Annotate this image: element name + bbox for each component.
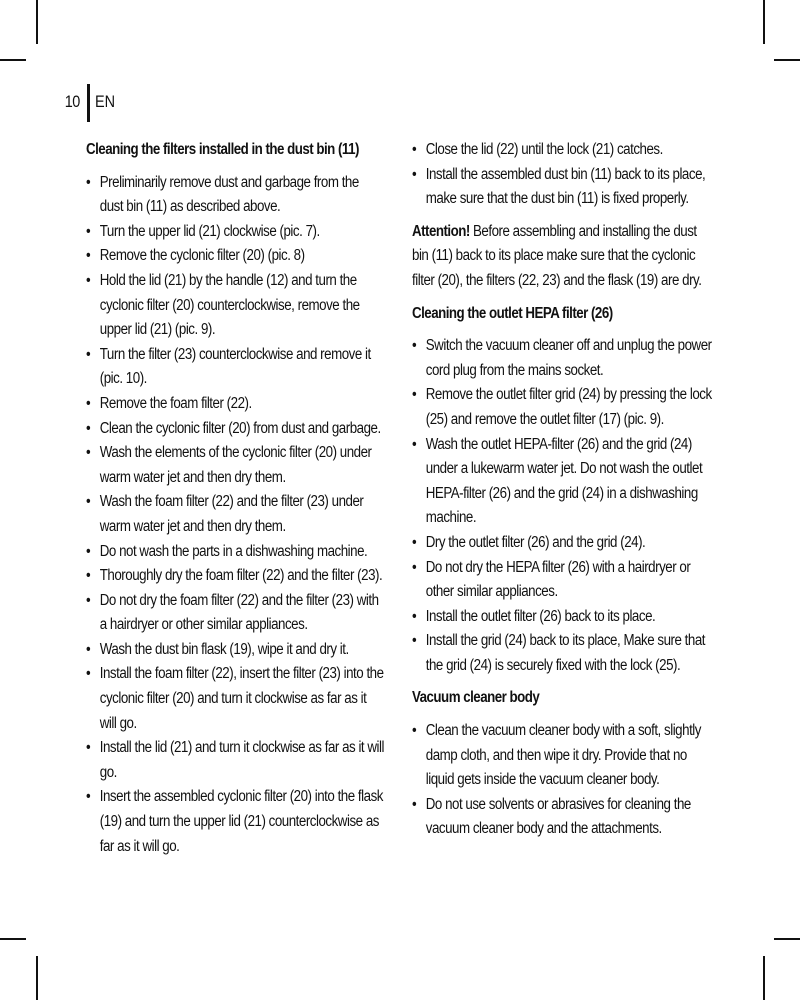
list-item: • Remove the cyclonic filter (20) (pic. 8) xyxy=(86,244,385,269)
list-item: • Wash the elements of the cyclonic filter (20) under warm water jet and then dry them. xyxy=(86,441,385,490)
page-header xyxy=(62,84,119,122)
list-item: • Install the assembled dust bin (11) back to its place, make sure that the dust bin (11) is fixed properly. xyxy=(412,163,715,212)
attention-label: Attention! xyxy=(412,222,470,240)
list-item: • Insert the assembled cyclonic filter (20) into the flask (19) and turn the upper lid (21) counterclockwise as far as it will go. xyxy=(86,785,385,859)
list-item: • Remove the foam filter (22). xyxy=(86,392,385,417)
section-heading-hepa-filter: Cleaning the outlet HEPA filter (26) xyxy=(412,304,613,322)
crop-mark-top-right-vertical xyxy=(763,0,765,44)
section-heading-dust-bin-filters: Cleaning the filters installed in the dust bin (11) xyxy=(86,141,359,158)
list-item: • Wash the dust bin flask (19), wipe it and dry it. xyxy=(86,638,385,663)
list-item: • Wash the foam filter (22) and the filter (23) under warm water jet and then dry them. xyxy=(86,490,385,539)
list-item: • Do not use solvents or abrasives for cleaning the vacuum cleaner body and the attachments. xyxy=(412,793,715,842)
list-item: • Switch the vacuum cleaner off and unplug the power cord plug from the mains socket. xyxy=(412,334,715,383)
list-item: • Close the lid (22) until the lock (21) catches. xyxy=(412,138,715,163)
attention-text: Before assembling and installing the dust bin (11) back to its place make sure that the cyclonic filter (20), the filters (22, 23) and the flask (19) are dry. xyxy=(412,222,702,289)
attention-note xyxy=(412,220,715,294)
page-number: 10 xyxy=(64,92,80,111)
list-item: • Wash the outlet HEPA-filter (26) and the grid (24) under a lukewarm water jet. Do not wash the outlet HEPA-filter (26) and the grid (24) in a dishwashing machine. xyxy=(412,433,715,531)
list-item: • Install the outlet filter (26) back to its place. xyxy=(412,605,715,630)
list-item: • Dry the outlet filter (26) and the grid (24). xyxy=(412,531,715,556)
dust-bin-install-steps xyxy=(412,138,715,212)
list-item: • Hold the lid (21) by the handle (12) and turn the cyclonic filter (20) counterclockwise, remove the upper lid (21) (pic. 9). xyxy=(86,269,385,343)
section-heading-vacuum-body: Vacuum cleaner body xyxy=(412,689,540,707)
header-divider xyxy=(87,84,90,122)
crop-mark-top-left-horizontal xyxy=(0,59,26,61)
list-item: • Do not wash the parts in a dishwashing machine. xyxy=(86,540,385,565)
crop-mark-bottom-left-horizontal xyxy=(0,938,26,940)
list-item: • Remove the outlet filter grid (24) by pressing the lock (25) and remove the outlet filter (17) (pic. 9). xyxy=(412,383,715,432)
list-item: • Turn the filter (23) counterclockwise and remove it (pic. 10). xyxy=(86,343,385,392)
list-item: • Install the grid (24) back to its place, Make sure that the grid (24) is securely fixed with the lock (25). xyxy=(412,629,715,678)
left-column xyxy=(86,138,386,867)
list-item: • Preliminarily remove dust and garbage from the dust bin (11) as described above. xyxy=(86,171,385,220)
crop-mark-top-right-horizontal xyxy=(774,59,800,61)
list-item: • Clean the cyclonic filter (20) from dust and garbage. xyxy=(86,417,385,442)
list-item: • Thoroughly dry the foam filter (22) and the filter (23). xyxy=(86,564,385,589)
list-item: • Turn the upper lid (21) clockwise (pic. 7). xyxy=(86,220,385,245)
crop-mark-bottom-right-horizontal xyxy=(774,938,800,940)
right-column xyxy=(412,138,716,850)
list-item: • Clean the vacuum cleaner body with a soft, slightly damp cloth, and then wipe it dry. Provide that no liquid gets inside the vacuum cleaner body. xyxy=(412,719,715,793)
dust-bin-filter-steps xyxy=(86,171,385,860)
vacuum-body-steps xyxy=(412,719,715,842)
list-item: • Do not dry the HEPA filter (26) with a hairdryer or other similar appliances. xyxy=(412,556,715,605)
crop-mark-top-left-vertical xyxy=(36,0,38,44)
hepa-filter-steps xyxy=(412,334,715,678)
list-item: • Install the foam filter (22), insert the filter (23) into the cyclonic filter (20) and turn it clockwise as far as it will go. xyxy=(86,662,385,736)
language-label: EN xyxy=(94,92,116,111)
crop-mark-bottom-left-vertical xyxy=(36,956,38,1000)
list-item: • Install the lid (21) and turn it clockwise as far as it will go. xyxy=(86,736,385,785)
crop-mark-bottom-right-vertical xyxy=(763,956,765,1000)
list-item: • Do not dry the foam filter (22) and the filter (23) with a hairdryer or other similar appliances. xyxy=(86,589,385,638)
